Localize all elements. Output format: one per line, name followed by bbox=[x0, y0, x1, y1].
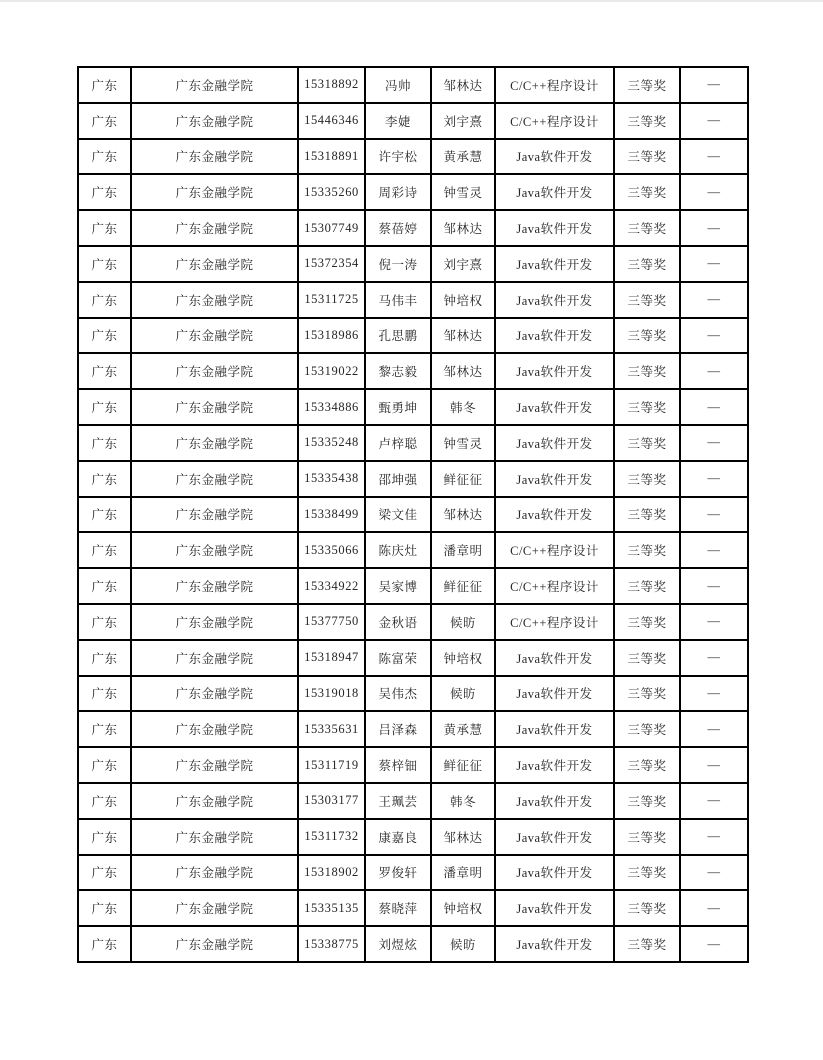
cell-student: 孔思鹏 bbox=[365, 318, 431, 354]
cell-award: 三等奖 bbox=[614, 783, 680, 819]
cell-student: 王珮芸 bbox=[365, 783, 431, 819]
cell-school: 广东金融学院 bbox=[131, 532, 298, 568]
cell-student: 陈庆灶 bbox=[365, 532, 431, 568]
cell-id: 15335438 bbox=[298, 461, 365, 497]
cell-note: — bbox=[680, 282, 748, 318]
cell-note: — bbox=[680, 497, 748, 533]
cell-category: C/C++程序设计 bbox=[495, 103, 614, 139]
cell-province: 广东 bbox=[78, 783, 131, 819]
cell-note: — bbox=[680, 353, 748, 389]
cell-note: — bbox=[680, 389, 748, 425]
cell-teacher: 邹林达 bbox=[431, 67, 495, 103]
cell-note: — bbox=[680, 890, 748, 926]
cell-id: 15335631 bbox=[298, 711, 365, 747]
cell-note: — bbox=[680, 67, 748, 103]
cell-province: 广东 bbox=[78, 819, 131, 855]
cell-student: 梁文佳 bbox=[365, 497, 431, 533]
cell-category: Java软件开发 bbox=[495, 711, 614, 747]
cell-teacher: 钟雪灵 bbox=[431, 425, 495, 461]
cell-province: 广东 bbox=[78, 210, 131, 246]
cell-id: 15334886 bbox=[298, 389, 365, 425]
cell-student: 冯帅 bbox=[365, 67, 431, 103]
table-row bbox=[78, 174, 748, 210]
cell-category: Java软件开发 bbox=[495, 890, 614, 926]
cell-province: 广东 bbox=[78, 604, 131, 640]
cell-teacher: 鲜征征 bbox=[431, 568, 495, 604]
cell-category: Java软件开发 bbox=[495, 174, 614, 210]
cell-school: 广东金融学院 bbox=[131, 783, 298, 819]
cell-student: 刘煜炫 bbox=[365, 926, 431, 962]
cell-id: 15311725 bbox=[298, 282, 365, 318]
cell-category: Java软件开发 bbox=[495, 819, 614, 855]
cell-category: Java软件开发 bbox=[495, 676, 614, 712]
cell-category: Java软件开发 bbox=[495, 783, 614, 819]
cell-id: 15446346 bbox=[298, 103, 365, 139]
cell-student: 陈富荣 bbox=[365, 640, 431, 676]
cell-school: 广东金融学院 bbox=[131, 425, 298, 461]
cell-category: C/C++程序设计 bbox=[495, 67, 614, 103]
cell-award: 三等奖 bbox=[614, 389, 680, 425]
cell-teacher: 潘章明 bbox=[431, 855, 495, 891]
cell-note: — bbox=[680, 174, 748, 210]
table-row bbox=[78, 461, 748, 497]
table-row bbox=[78, 353, 748, 389]
cell-school: 广东金融学院 bbox=[131, 389, 298, 425]
cell-note: — bbox=[680, 711, 748, 747]
cell-note: — bbox=[680, 640, 748, 676]
cell-province: 广东 bbox=[78, 174, 131, 210]
cell-category: Java软件开发 bbox=[495, 282, 614, 318]
cell-award: 三等奖 bbox=[614, 461, 680, 497]
cell-category: Java软件开发 bbox=[495, 855, 614, 891]
cell-student: 卢梓聪 bbox=[365, 425, 431, 461]
cell-note: — bbox=[680, 139, 748, 175]
cell-province: 广东 bbox=[78, 926, 131, 962]
cell-note: — bbox=[680, 425, 748, 461]
cell-student: 黎志毅 bbox=[365, 353, 431, 389]
cell-school: 广东金融学院 bbox=[131, 67, 298, 103]
cell-category: Java软件开发 bbox=[495, 318, 614, 354]
cell-award: 三等奖 bbox=[614, 282, 680, 318]
table-row bbox=[78, 318, 748, 354]
cell-award: 三等奖 bbox=[614, 711, 680, 747]
table-row bbox=[78, 604, 748, 640]
cell-teacher: 黄承慧 bbox=[431, 711, 495, 747]
cell-student: 周彩诗 bbox=[365, 174, 431, 210]
table-body bbox=[78, 67, 748, 962]
cell-id: 15372354 bbox=[298, 246, 365, 282]
award-results-table bbox=[77, 66, 749, 963]
cell-school: 广东金融学院 bbox=[131, 318, 298, 354]
cell-id: 15318947 bbox=[298, 640, 365, 676]
cell-school: 广东金融学院 bbox=[131, 747, 298, 783]
cell-id: 15318986 bbox=[298, 318, 365, 354]
cell-student: 许宇松 bbox=[365, 139, 431, 175]
cell-province: 广东 bbox=[78, 353, 131, 389]
cell-award: 三等奖 bbox=[614, 568, 680, 604]
cell-school: 广东金融学院 bbox=[131, 103, 298, 139]
cell-category: Java软件开发 bbox=[495, 640, 614, 676]
cell-school: 广东金融学院 bbox=[131, 139, 298, 175]
cell-student: 吴伟杰 bbox=[365, 676, 431, 712]
cell-province: 广东 bbox=[78, 640, 131, 676]
cell-school: 广东金融学院 bbox=[131, 855, 298, 891]
cell-province: 广东 bbox=[78, 139, 131, 175]
cell-province: 广东 bbox=[78, 461, 131, 497]
cell-note: — bbox=[680, 819, 748, 855]
cell-province: 广东 bbox=[78, 568, 131, 604]
table-row bbox=[78, 711, 748, 747]
cell-category: Java软件开发 bbox=[495, 246, 614, 282]
cell-id: 15335260 bbox=[298, 174, 365, 210]
cell-school: 广东金融学院 bbox=[131, 890, 298, 926]
cell-province: 广东 bbox=[78, 676, 131, 712]
cell-teacher: 韩冬 bbox=[431, 389, 495, 425]
cell-student: 甄勇坤 bbox=[365, 389, 431, 425]
table-row bbox=[78, 640, 748, 676]
cell-teacher: 刘宇熹 bbox=[431, 103, 495, 139]
cell-school: 广东金融学院 bbox=[131, 676, 298, 712]
cell-category: Java软件开发 bbox=[495, 926, 614, 962]
cell-category: Java软件开发 bbox=[495, 139, 614, 175]
cell-id: 15335135 bbox=[298, 890, 365, 926]
cell-province: 广东 bbox=[78, 855, 131, 891]
cell-category: Java软件开发 bbox=[495, 747, 614, 783]
cell-category: Java软件开发 bbox=[495, 425, 614, 461]
cell-note: — bbox=[680, 568, 748, 604]
cell-award: 三等奖 bbox=[614, 318, 680, 354]
cell-school: 广东金融学院 bbox=[131, 926, 298, 962]
cell-student: 吕泽森 bbox=[365, 711, 431, 747]
table-row bbox=[78, 210, 748, 246]
cell-teacher: 候昉 bbox=[431, 676, 495, 712]
table-row bbox=[78, 282, 748, 318]
cell-province: 广东 bbox=[78, 389, 131, 425]
table-row bbox=[78, 926, 748, 962]
cell-province: 广东 bbox=[78, 890, 131, 926]
cell-id: 15311732 bbox=[298, 819, 365, 855]
cell-category: Java软件开发 bbox=[495, 389, 614, 425]
cell-note: — bbox=[680, 103, 748, 139]
cell-note: — bbox=[680, 926, 748, 962]
cell-id: 15318902 bbox=[298, 855, 365, 891]
cell-school: 广东金融学院 bbox=[131, 711, 298, 747]
cell-category: Java软件开发 bbox=[495, 497, 614, 533]
cell-award: 三等奖 bbox=[614, 855, 680, 891]
cell-student: 蔡蓓婷 bbox=[365, 210, 431, 246]
cell-award: 三等奖 bbox=[614, 139, 680, 175]
cell-school: 广东金融学院 bbox=[131, 174, 298, 210]
cell-province: 广东 bbox=[78, 246, 131, 282]
cell-award: 三等奖 bbox=[614, 926, 680, 962]
cell-note: — bbox=[680, 747, 748, 783]
cell-note: — bbox=[680, 210, 748, 246]
cell-school: 广东金融学院 bbox=[131, 210, 298, 246]
cell-teacher: 黄承慧 bbox=[431, 139, 495, 175]
cell-province: 广东 bbox=[78, 425, 131, 461]
cell-category: Java软件开发 bbox=[495, 461, 614, 497]
cell-teacher: 钟培权 bbox=[431, 890, 495, 926]
cell-province: 广东 bbox=[78, 532, 131, 568]
table-row bbox=[78, 389, 748, 425]
cell-id: 15307749 bbox=[298, 210, 365, 246]
cell-teacher: 候昉 bbox=[431, 604, 495, 640]
cell-award: 三等奖 bbox=[614, 67, 680, 103]
table-row bbox=[78, 890, 748, 926]
cell-teacher: 钟培权 bbox=[431, 640, 495, 676]
cell-teacher: 韩冬 bbox=[431, 783, 495, 819]
cell-id: 15318892 bbox=[298, 67, 365, 103]
cell-school: 广东金融学院 bbox=[131, 282, 298, 318]
cell-category: C/C++程序设计 bbox=[495, 532, 614, 568]
cell-student: 马伟丰 bbox=[365, 282, 431, 318]
cell-award: 三等奖 bbox=[614, 532, 680, 568]
cell-student: 罗俊轩 bbox=[365, 855, 431, 891]
cell-province: 广东 bbox=[78, 747, 131, 783]
cell-student: 倪一涛 bbox=[365, 246, 431, 282]
cell-teacher: 鲜征征 bbox=[431, 461, 495, 497]
cell-student: 邵坤强 bbox=[365, 461, 431, 497]
cell-note: — bbox=[680, 246, 748, 282]
cell-id: 15319018 bbox=[298, 676, 365, 712]
cell-school: 广东金融学院 bbox=[131, 461, 298, 497]
cell-id: 15303177 bbox=[298, 783, 365, 819]
table-row bbox=[78, 246, 748, 282]
cell-award: 三等奖 bbox=[614, 246, 680, 282]
cell-award: 三等奖 bbox=[614, 497, 680, 533]
cell-school: 广东金融学院 bbox=[131, 246, 298, 282]
cell-award: 三等奖 bbox=[614, 425, 680, 461]
cell-note: — bbox=[680, 783, 748, 819]
cell-id: 15335248 bbox=[298, 425, 365, 461]
cell-teacher: 邹林达 bbox=[431, 819, 495, 855]
table-row bbox=[78, 67, 748, 103]
cell-category: C/C++程序设计 bbox=[495, 568, 614, 604]
cell-province: 广东 bbox=[78, 318, 131, 354]
cell-note: — bbox=[680, 318, 748, 354]
cell-id: 15338499 bbox=[298, 497, 365, 533]
table-row bbox=[78, 676, 748, 712]
cell-category: Java软件开发 bbox=[495, 210, 614, 246]
cell-id: 15335066 bbox=[298, 532, 365, 568]
cell-student: 金秋语 bbox=[365, 604, 431, 640]
cell-teacher: 刘宇熹 bbox=[431, 246, 495, 282]
cell-id: 15377750 bbox=[298, 604, 365, 640]
cell-teacher: 鲜征征 bbox=[431, 747, 495, 783]
cell-school: 广东金融学院 bbox=[131, 819, 298, 855]
cell-province: 广东 bbox=[78, 711, 131, 747]
table-row bbox=[78, 783, 748, 819]
table-row bbox=[78, 425, 748, 461]
cell-school: 广东金融学院 bbox=[131, 568, 298, 604]
page-edge bbox=[0, 0, 823, 2]
cell-award: 三等奖 bbox=[614, 353, 680, 389]
cell-student: 蔡晓萍 bbox=[365, 890, 431, 926]
cell-teacher: 邹林达 bbox=[431, 318, 495, 354]
cell-school: 广东金融学院 bbox=[131, 640, 298, 676]
cell-teacher: 邹林达 bbox=[431, 497, 495, 533]
cell-award: 三等奖 bbox=[614, 747, 680, 783]
cell-student: 康嘉良 bbox=[365, 819, 431, 855]
cell-award: 三等奖 bbox=[614, 210, 680, 246]
cell-note: — bbox=[680, 676, 748, 712]
cell-id: 15334922 bbox=[298, 568, 365, 604]
cell-teacher: 钟培权 bbox=[431, 282, 495, 318]
cell-note: — bbox=[680, 532, 748, 568]
cell-award: 三等奖 bbox=[614, 819, 680, 855]
cell-award: 三等奖 bbox=[614, 676, 680, 712]
cell-school: 广东金融学院 bbox=[131, 604, 298, 640]
cell-award: 三等奖 bbox=[614, 103, 680, 139]
cell-id: 15311719 bbox=[298, 747, 365, 783]
cell-id: 15338775 bbox=[298, 926, 365, 962]
table-row bbox=[78, 532, 748, 568]
cell-teacher: 邹林达 bbox=[431, 210, 495, 246]
cell-category: C/C++程序设计 bbox=[495, 604, 614, 640]
cell-student: 吴家博 bbox=[365, 568, 431, 604]
cell-award: 三等奖 bbox=[614, 890, 680, 926]
cell-note: — bbox=[680, 855, 748, 891]
cell-award: 三等奖 bbox=[614, 604, 680, 640]
table-row bbox=[78, 747, 748, 783]
table-row bbox=[78, 568, 748, 604]
cell-school: 广东金融学院 bbox=[131, 353, 298, 389]
cell-student: 李婕 bbox=[365, 103, 431, 139]
cell-province: 广东 bbox=[78, 67, 131, 103]
cell-province: 广东 bbox=[78, 497, 131, 533]
cell-category: Java软件开发 bbox=[495, 353, 614, 389]
cell-id: 15319022 bbox=[298, 353, 365, 389]
cell-note: — bbox=[680, 604, 748, 640]
cell-student: 蔡梓钿 bbox=[365, 747, 431, 783]
cell-award: 三等奖 bbox=[614, 640, 680, 676]
cell-award: 三等奖 bbox=[614, 174, 680, 210]
cell-province: 广东 bbox=[78, 282, 131, 318]
table-row bbox=[78, 497, 748, 533]
cell-teacher: 钟雪灵 bbox=[431, 174, 495, 210]
cell-teacher: 潘章明 bbox=[431, 532, 495, 568]
cell-teacher: 邹林达 bbox=[431, 353, 495, 389]
table-row bbox=[78, 103, 748, 139]
cell-school: 广东金融学院 bbox=[131, 497, 298, 533]
cell-province: 广东 bbox=[78, 103, 131, 139]
table-row bbox=[78, 819, 748, 855]
table-row bbox=[78, 139, 748, 175]
cell-teacher: 候昉 bbox=[431, 926, 495, 962]
table-row bbox=[78, 855, 748, 891]
cell-id: 15318891 bbox=[298, 139, 365, 175]
cell-note: — bbox=[680, 461, 748, 497]
